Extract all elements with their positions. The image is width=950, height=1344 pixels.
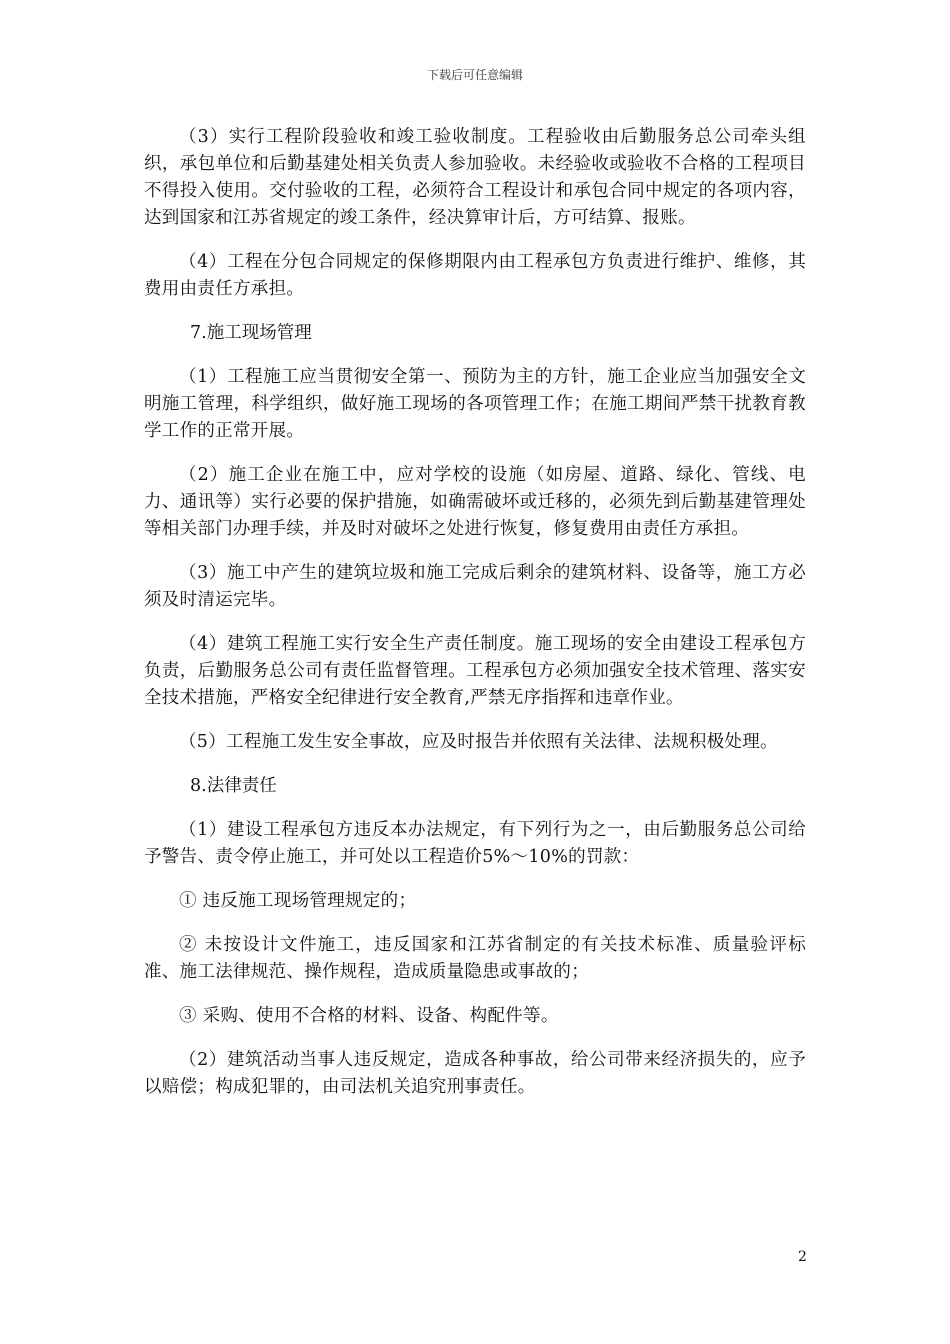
list-item: ① 违反施工现场管理规定的； bbox=[179, 891, 417, 911]
paragraph: （2）建筑活动当事人违反规定，造成各种事故，给公司带来经济损失的，应予以赔偿；构成犯罪的，由司法机关追究刑事责任。 bbox=[144, 1050, 806, 1097]
paragraph: （3）实行工程阶段验收和竣工验收制度。工程验收由后勤服务总公司牵头组织，承包单位和后勤基建处相关负责人参加验收。未经验收或验收不合格的工程项目不得投入使用。交付验收的工程，必须符合工程设计和承包合同中规定的各项内容，达到国家和江苏省规定的竣工条件，经决算审计后，方可结算、报账。 bbox=[144, 127, 806, 228]
page-header: 下载后可任意编辑 bbox=[426, 68, 523, 82]
section-heading: 8.法律责任 bbox=[190, 776, 277, 796]
section-heading: 7.施工现场管理 bbox=[190, 323, 312, 343]
paragraph: （2）施工企业在施工中，应对学校的设施（如房屋、道路、绿化、管线、电力、通讯等）实行必要的保护措施，如确需破坏或迁移的，必须先到后勤基建管理处等相关部门办理手续，并及时对破坏之处进行恢复，修复费用由责任方承担。 bbox=[144, 465, 806, 539]
paragraph: （3）施工中产生的建筑垃圾和施工完成后剩余的建筑材料、设备等，施工方必须及时清运完毕。 bbox=[144, 563, 806, 610]
document-body bbox=[144, 124, 806, 1118]
paragraph: （1）工程施工应当贯彻安全第一、预防为主的方针，施工企业应当加强安全文明施工管理，科学组织，做好施工现场的各项管理工作；在施工期间严禁干扰教育教学工作的正常开展。 bbox=[144, 367, 806, 441]
paragraph: （4）工程在分包合同规定的保修期限内由工程承包方负责进行维护、维修，其费用由责任方承担。 bbox=[144, 252, 806, 299]
page-number: 2 bbox=[798, 1249, 807, 1265]
paragraph: （1）建设工程承包方违反本办法规定，有下列行为之一，由后勤服务总公司给予警告、责令停止施工，并可处以工程造价5%～10%的罚款： bbox=[144, 820, 806, 867]
paragraph: （4）建筑工程施工实行安全生产责任制度。施工现场的安全由建设工程承包方负责，后勤服务总公司有责任监督管理。工程承包方必须加强安全技术管理、落实安全技术措施，严格安全纪律进行安全教育,严禁无序指挥和违章作业。 bbox=[144, 634, 806, 708]
list-item: ② 未按设计文件施工，违反国家和江苏省制定的有关技术标准、质量验评标准、施工法律规范、操作规程，造成质量隐患或事故的； bbox=[144, 935, 806, 982]
paragraph: （5）工程施工发生安全事故，应及时报告并依照有关法律、法规积极处理。 bbox=[179, 732, 778, 752]
list-item: ③ 采购、使用不合格的材料、设备、构配件等。 bbox=[179, 1006, 559, 1026]
